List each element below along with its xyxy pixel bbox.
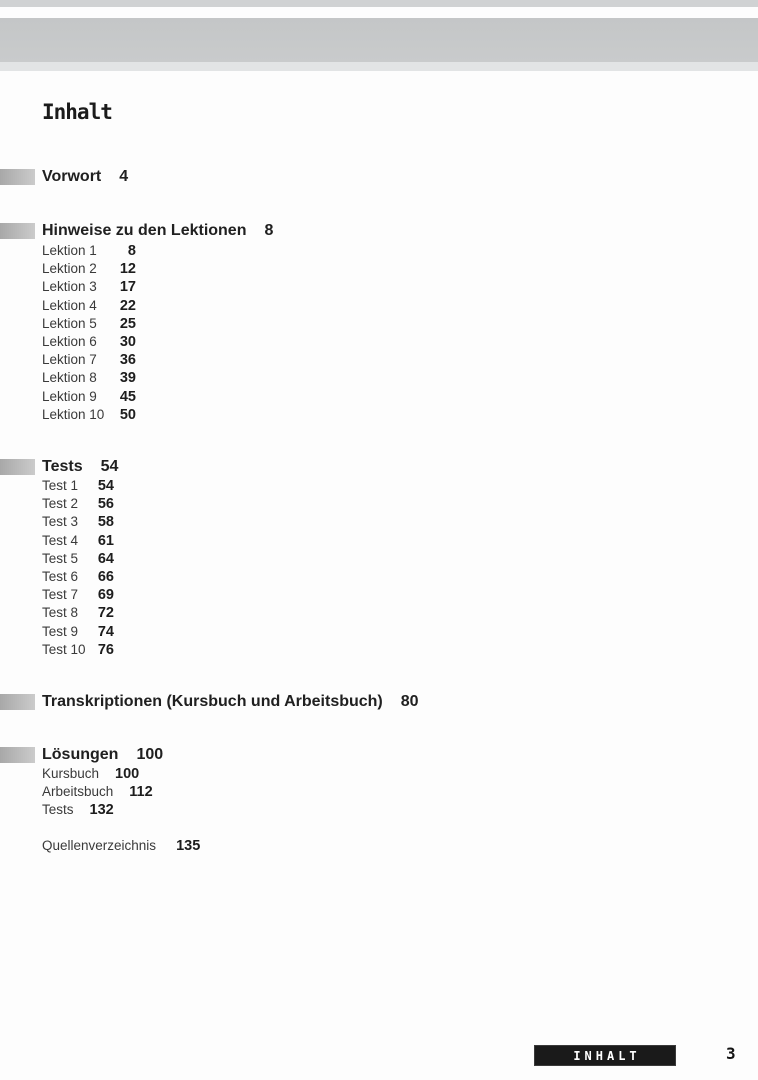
toc-entry [42,315,136,333]
page-number: 3 [726,1044,736,1063]
entry-page: 45 [119,388,136,405]
toc-entry [42,532,114,550]
entry-page: 61 [97,532,114,549]
header-band-fade [0,62,758,71]
entry-label: Lektion 3 [42,279,97,295]
section-title: Transkriptionen (Kursbuch und Arbeitsbuch) [42,692,383,710]
entry-page: 64 [97,550,114,567]
entry-label: Lektion 6 [42,333,97,349]
entry-label: Test 8 [42,605,79,621]
entry-page: 72 [97,605,114,622]
entry-label: Test 5 [42,550,79,566]
section-title: Hinweise zu den Lektionen [42,221,247,239]
loesungen-list [42,765,153,820]
entry-label: Kursbuch [42,766,100,781]
toc-entry [42,550,114,568]
section-title: Vorwort [42,167,102,185]
entry-label: Lektion 7 [42,352,97,368]
entry-page: 74 [97,623,114,640]
toc-entry [42,260,136,278]
toc-entry [42,604,114,622]
section-marker [0,694,35,710]
entry-label: Test 1 [42,478,79,493]
tests-list [42,477,114,659]
section-marker [0,747,35,763]
entry-page: 112 [129,784,153,801]
entry-label: Tests [42,802,74,818]
section-heading-tests [0,458,118,475]
toc-entry [42,783,153,801]
section-marker [0,459,35,475]
toc-entry [42,586,114,604]
entry-page: 132 [89,802,114,819]
entry-label: Lektion 10 [42,406,105,422]
entry-label: Lektion 4 [42,297,97,313]
toc-entry [42,351,136,369]
entry-page: 25 [119,315,136,332]
entry-label: Test 6 [42,568,79,584]
entry-label: Lektion 9 [42,388,97,404]
entry-label: Lektion 2 [42,261,97,277]
page-title: Inhalt [42,100,112,124]
footer-section-badge [534,1045,676,1066]
toc-entry [42,388,136,406]
entry-label: Quellenverzeichnis [42,838,157,853]
footer-section-label: INHALT [573,1048,641,1063]
toc-entry [42,333,136,351]
entry-page: 39 [119,370,136,387]
toc-entry [42,495,114,513]
entry-label: Lektion 5 [42,315,97,331]
lektionen-list [42,242,136,424]
entry-page: 66 [97,568,114,585]
section-page-number: 80 [400,692,419,710]
toc-entry [42,297,136,315]
section-title: Tests [42,457,83,475]
entry-page: 50 [119,406,136,423]
section-heading-quellenverzeichnis [42,838,200,854]
entry-label: Test 3 [42,514,79,530]
entry-page: 100 [115,766,140,782]
toc-entry [42,406,136,424]
entry-page: 135 [176,838,201,854]
toc-entry [42,568,114,586]
section-page-number: 54 [100,457,119,475]
header-band [0,18,758,62]
toc-entry [42,242,136,260]
entry-label: Test 9 [42,623,79,639]
toc-entry [42,369,136,387]
toc-entry [42,623,114,641]
toc-entry [42,513,114,531]
entry-page: 56 [97,496,114,513]
entry-page: 22 [119,297,136,314]
section-marker [0,223,35,239]
entry-page: 8 [127,243,136,259]
toc-entry [42,801,153,819]
toc-entry [42,765,153,783]
entry-label: Test 10 [42,641,86,657]
entry-label: Test 4 [42,532,79,548]
section-title: Lösungen [42,745,119,763]
section-heading-hinweise [0,222,273,239]
entry-label: Arbeitsbuch [42,784,114,800]
entry-page: 69 [97,587,114,604]
entry-page: 30 [119,333,136,350]
section-heading-vorwort [0,168,128,185]
section-heading-transkriptionen [0,693,419,710]
entry-page: 76 [97,641,114,658]
section-marker [0,169,35,185]
entry-page: 17 [119,279,136,296]
entry-page: 36 [119,352,136,369]
entry-page: 58 [97,514,114,531]
section-heading-loesungen [0,746,163,763]
section-page-number: 8 [264,221,274,239]
entry-label: Test 2 [42,496,79,512]
toc-entry [42,641,114,659]
entry-label: Lektion 1 [42,243,97,258]
entry-page: 54 [97,478,114,494]
section-page-number: 100 [136,745,164,763]
entry-label: Lektion 8 [42,370,97,386]
header-band-top [0,0,758,7]
toc-entry [42,477,114,495]
entry-label: Test 7 [42,587,79,603]
toc-entry [42,278,136,296]
section-page-number: 4 [119,167,129,185]
entry-page: 12 [119,261,136,278]
